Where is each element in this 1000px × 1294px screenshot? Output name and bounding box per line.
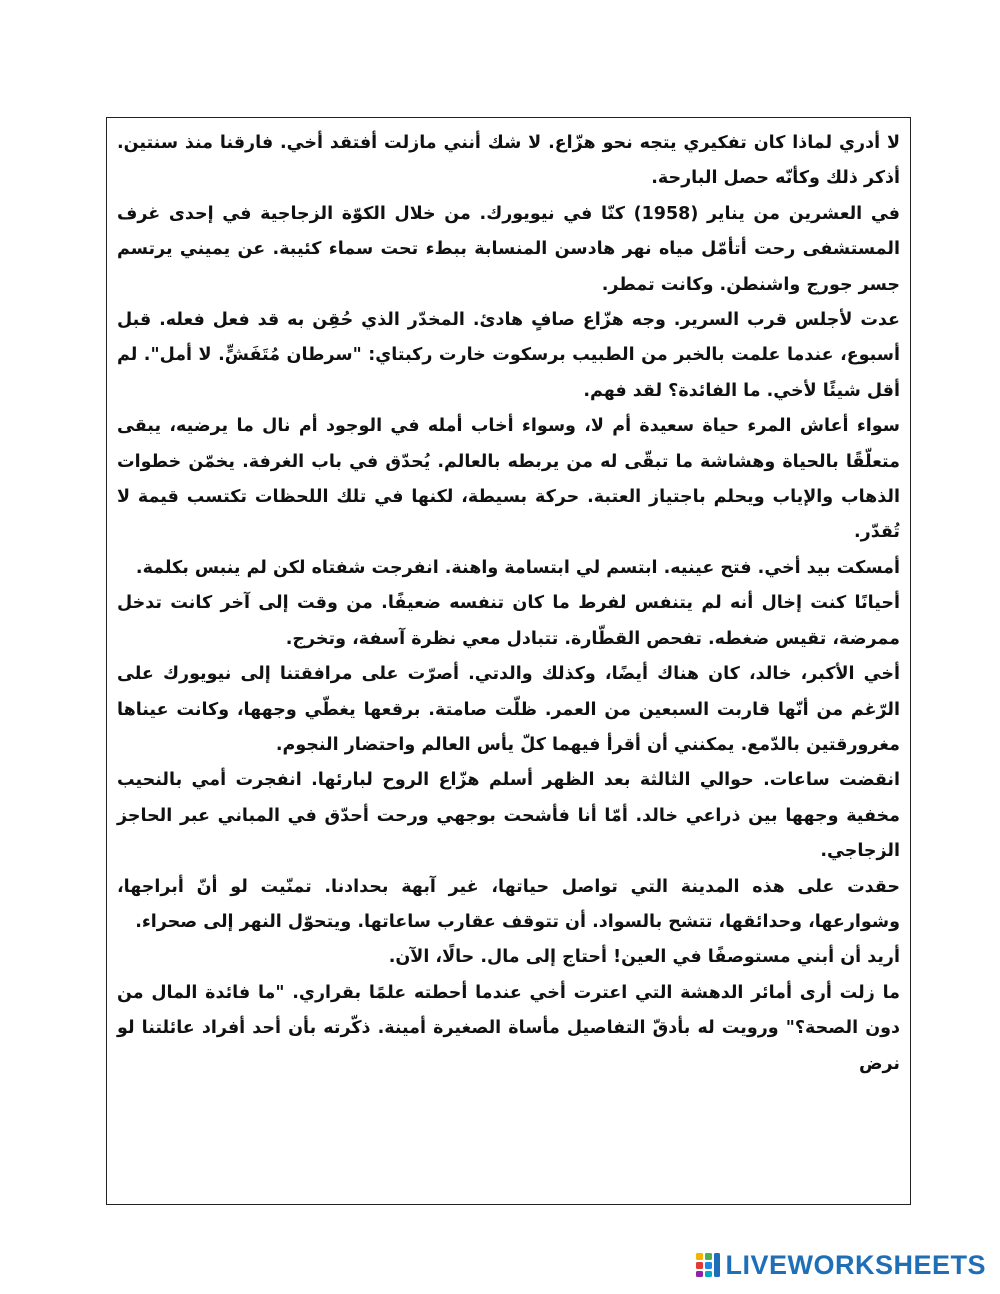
paragraph: عدت لأجلس قرب السرير. وجه هزّاع صافٍ هادئ. المخدّر الذي حُقِن به قد فعل فعله. قبل أسبوع، عندما علمت بالخبر من الطبيب برسكوت خارت ركبتاي: "سرطان مُتَفَشٍّ. لا أمل". لم أقل شيئًا لأخي. ما الفائدة؟ لقد فهم. [117,310,900,401]
paragraph: أحيانًا كنت إخال أنه لم يتنفس لفرط ما كان تنفسه ضعيفًا. من وقت إلى آخر كانت تدخل ممرضة، تقيس ضغطه. تفحص القطّارة. تتبادل معي نظرة آسفة، وتخرج. [117,593,900,649]
brand-footer[interactable] [695,1247,986,1283]
paragraph: أريد أن أبني مستوصفًا في العين! أحتاج إلى مال. حالًا، الآن. [388,947,900,968]
paragraph: سواء أعاش المرء حياة سعيدة أم لا، وسواء أخاب أمله في الوجود أم نال ما يرضيه، يبقى متعلّقًا بالحياة وهشاشة ما تبقّى له من يربطه بالعالم. يُحدّق في باب الغرفة. يخمّن خطوات الذهاب والإياب ويحلم باجتياز العتبة. حركة بسيطة، لكنها في تلك اللحظات تكتسب قيمة لا تُقدّر. [117,416,900,543]
paragraph: انقضت ساعات. حوالي الثالثة بعد الظهر أسلم هزّاع الروح لبارئها. انفجرت أمي بالنحيب مخفية وجهها بين ذراعي خالد. أمّا أنا فأشحت بوجهي ورحت أحدّق في المباني عبر الحاجز الزجاجي. [117,770,900,862]
paragraph: ما زلت أرى أمائر الدهشة التي اعترت أخي عندما أحطته علمًا بقراري. "ما فائدة المال من دون الصحة؟" ورويت له بأدقّ التفاصيل مأساة الصغيرة أمينة. ذكّرته بأن أحد أفراد عائلتنا لو نرض [117,982,900,1074]
brand-name: LIVEWORKSHEETS [725,1249,986,1280]
liveworksheets-logo-icon [695,1252,721,1278]
document-body [117,126,900,1082]
paragraph: حقدت على هذه المدينة التي تواصل حياتها، غير آبهة بحدادنا. تمنّيت لو أنّ أبراجها، وشوارعها، وحدائقها، تتشح بالسواد. أن تتوقف عقارب ساعاتها. ويتحوّل النهر إلى صحراء. [117,876,900,932]
paragraph: لا أدري لماذا كان تفكيري يتجه نحو هزّاع. لا شك أنني مازلت أفتقد أخي. فارقنا منذ سنتين. أذكر ذلك وكأنّه حصل البارحة. [117,133,900,189]
text-frame [106,117,911,1205]
paragraph: أخي الأكبر، خالد، كان هناك أيضًا، وكذلك والدتي. أصرّت على مرافقتنا إلى نيويورك على الرّغم من أنّها قاربت السبعين من العمر. ظلّت صامتة. برقعها يغطّي وجهها، وكانت عيناها مغرورقتين بالدّمع. يمكنني أن أقرأ فيهما كلّ يأس العالم واحتضار النجوم. [117,664,900,755]
paragraph: أمسكت بيد أخي. فتح عينيه. ابتسم لي ابتسامة واهنة. انفرجت شفتاه لكن لم ينبس بكلمة. [135,557,900,578]
paragraph: في العشرين من يناير (1958) كنّا في نيويورك. من خلال الكوّة الزجاجية في إحدى غرف المستشفى رحت أتأمّل مياه نهر هادسن المنسابة ببطء تحت سماء كئيبة. عن يميني يرتسم جسر جورج واشنطن. وكانت تمطر. [117,203,900,295]
